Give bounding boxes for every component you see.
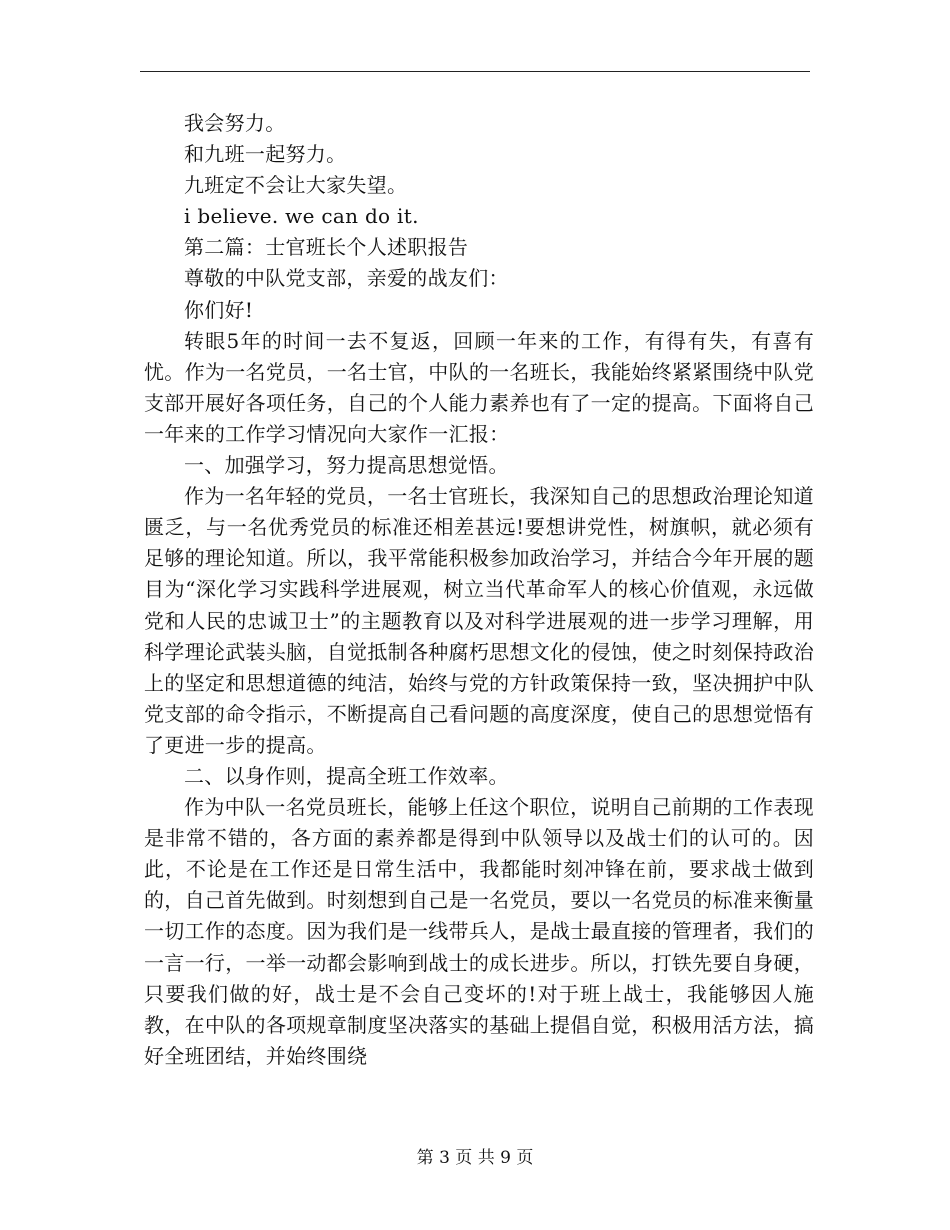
footer-middle: 页 共 [455, 1148, 495, 1168]
section-heading: 二、以身作则，提高全班工作效率。 [184, 763, 509, 788]
footer-prefix: 第 [416, 1148, 434, 1168]
paragraph: 和九班一起努力。 [184, 142, 347, 167]
paragraph: 作为中队一名党员班长，能够上任这个职位，说明自己前期的工作表现是非常不错的，各方面的素养都是得到中队领导以及战士们的认可的。因此，不论是在工作还是日常生活中，我都能时刻冲锋在前，要求战士做到的，自己首先做到。时刻想到自己是一名党员，要以一名党员的标准来衡量一切工作的态度。因为我们是一线带兵人，是战士最直接的管理者，我们的一言一行，一举一动都会影响到战士的成长进步。所以，打铁先要自身硬，只要我们做的好，战士是不会自己变坏的!对于班上战士，我能够因人施教，在中队的各项规章制度坚决落实的基础上提倡自觉，积极用活方法，搞好全班团结，并始终围绕 [144, 795, 814, 1068]
footer-page-number: 3 [439, 1148, 450, 1168]
footer-suffix: 页 [516, 1148, 534, 1168]
footer-total-pages: 9 [500, 1148, 511, 1168]
section-heading: 一、加强学习，努力提高思想觉悟。 [184, 453, 509, 478]
page-footer [0, 1148, 950, 1168]
body-text [144, 108, 814, 1072]
paragraph: 转眼5年的时间一去不复返，回顾一年来的工作，有得有失，有喜有忧。作为一名党员，一名士官，中队的一名班长，我能始终紧紧围绕中队党支部开展好各项任务，自己的个人能力素养也有了一定的提高。下面将自己一年来的工作学习情况向大家作一汇报： [144, 328, 814, 446]
salutation: 尊敬的中队党支部，亲爱的战友们： [184, 266, 509, 291]
section-title: 第二篇：士官班长个人述职报告 [184, 235, 469, 260]
greeting: 你们好! [184, 297, 254, 322]
paragraph: 九班定不会让大家失望。 [184, 173, 408, 198]
header-rule [140, 71, 810, 72]
paragraph: i believe. we can do it. [184, 204, 419, 229]
paragraph: 作为一名年轻的党员，一名士官班长，我深知自己的思想政治理论知道匮乏，与一名优秀党员的标准还相差甚远!要想讲党性，树旗帜，就必须有足够的理论知道。所以，我平常能积极参加政治学习，并结合今年开展的题目为“深化学习实践科学进展观，树立当代革命军人的核心价值观，永远做党和人民的忠诚卫士”的主题教育以及对科学进展观的进一步学习理解，用科学理论武装头脑，自觉抵制各种腐朽思想文化的侵蚀，使之时刻保持政治上的坚定和思想道德的纯洁，始终与党的方针政策保持一致，坚决拥护中队党支部的命令指示，不断提高自己看问题的高度深度，使自己的思想觉悟有了更进一步的提高。 [144, 484, 814, 757]
paragraph: 我会努力。 [184, 111, 286, 135]
